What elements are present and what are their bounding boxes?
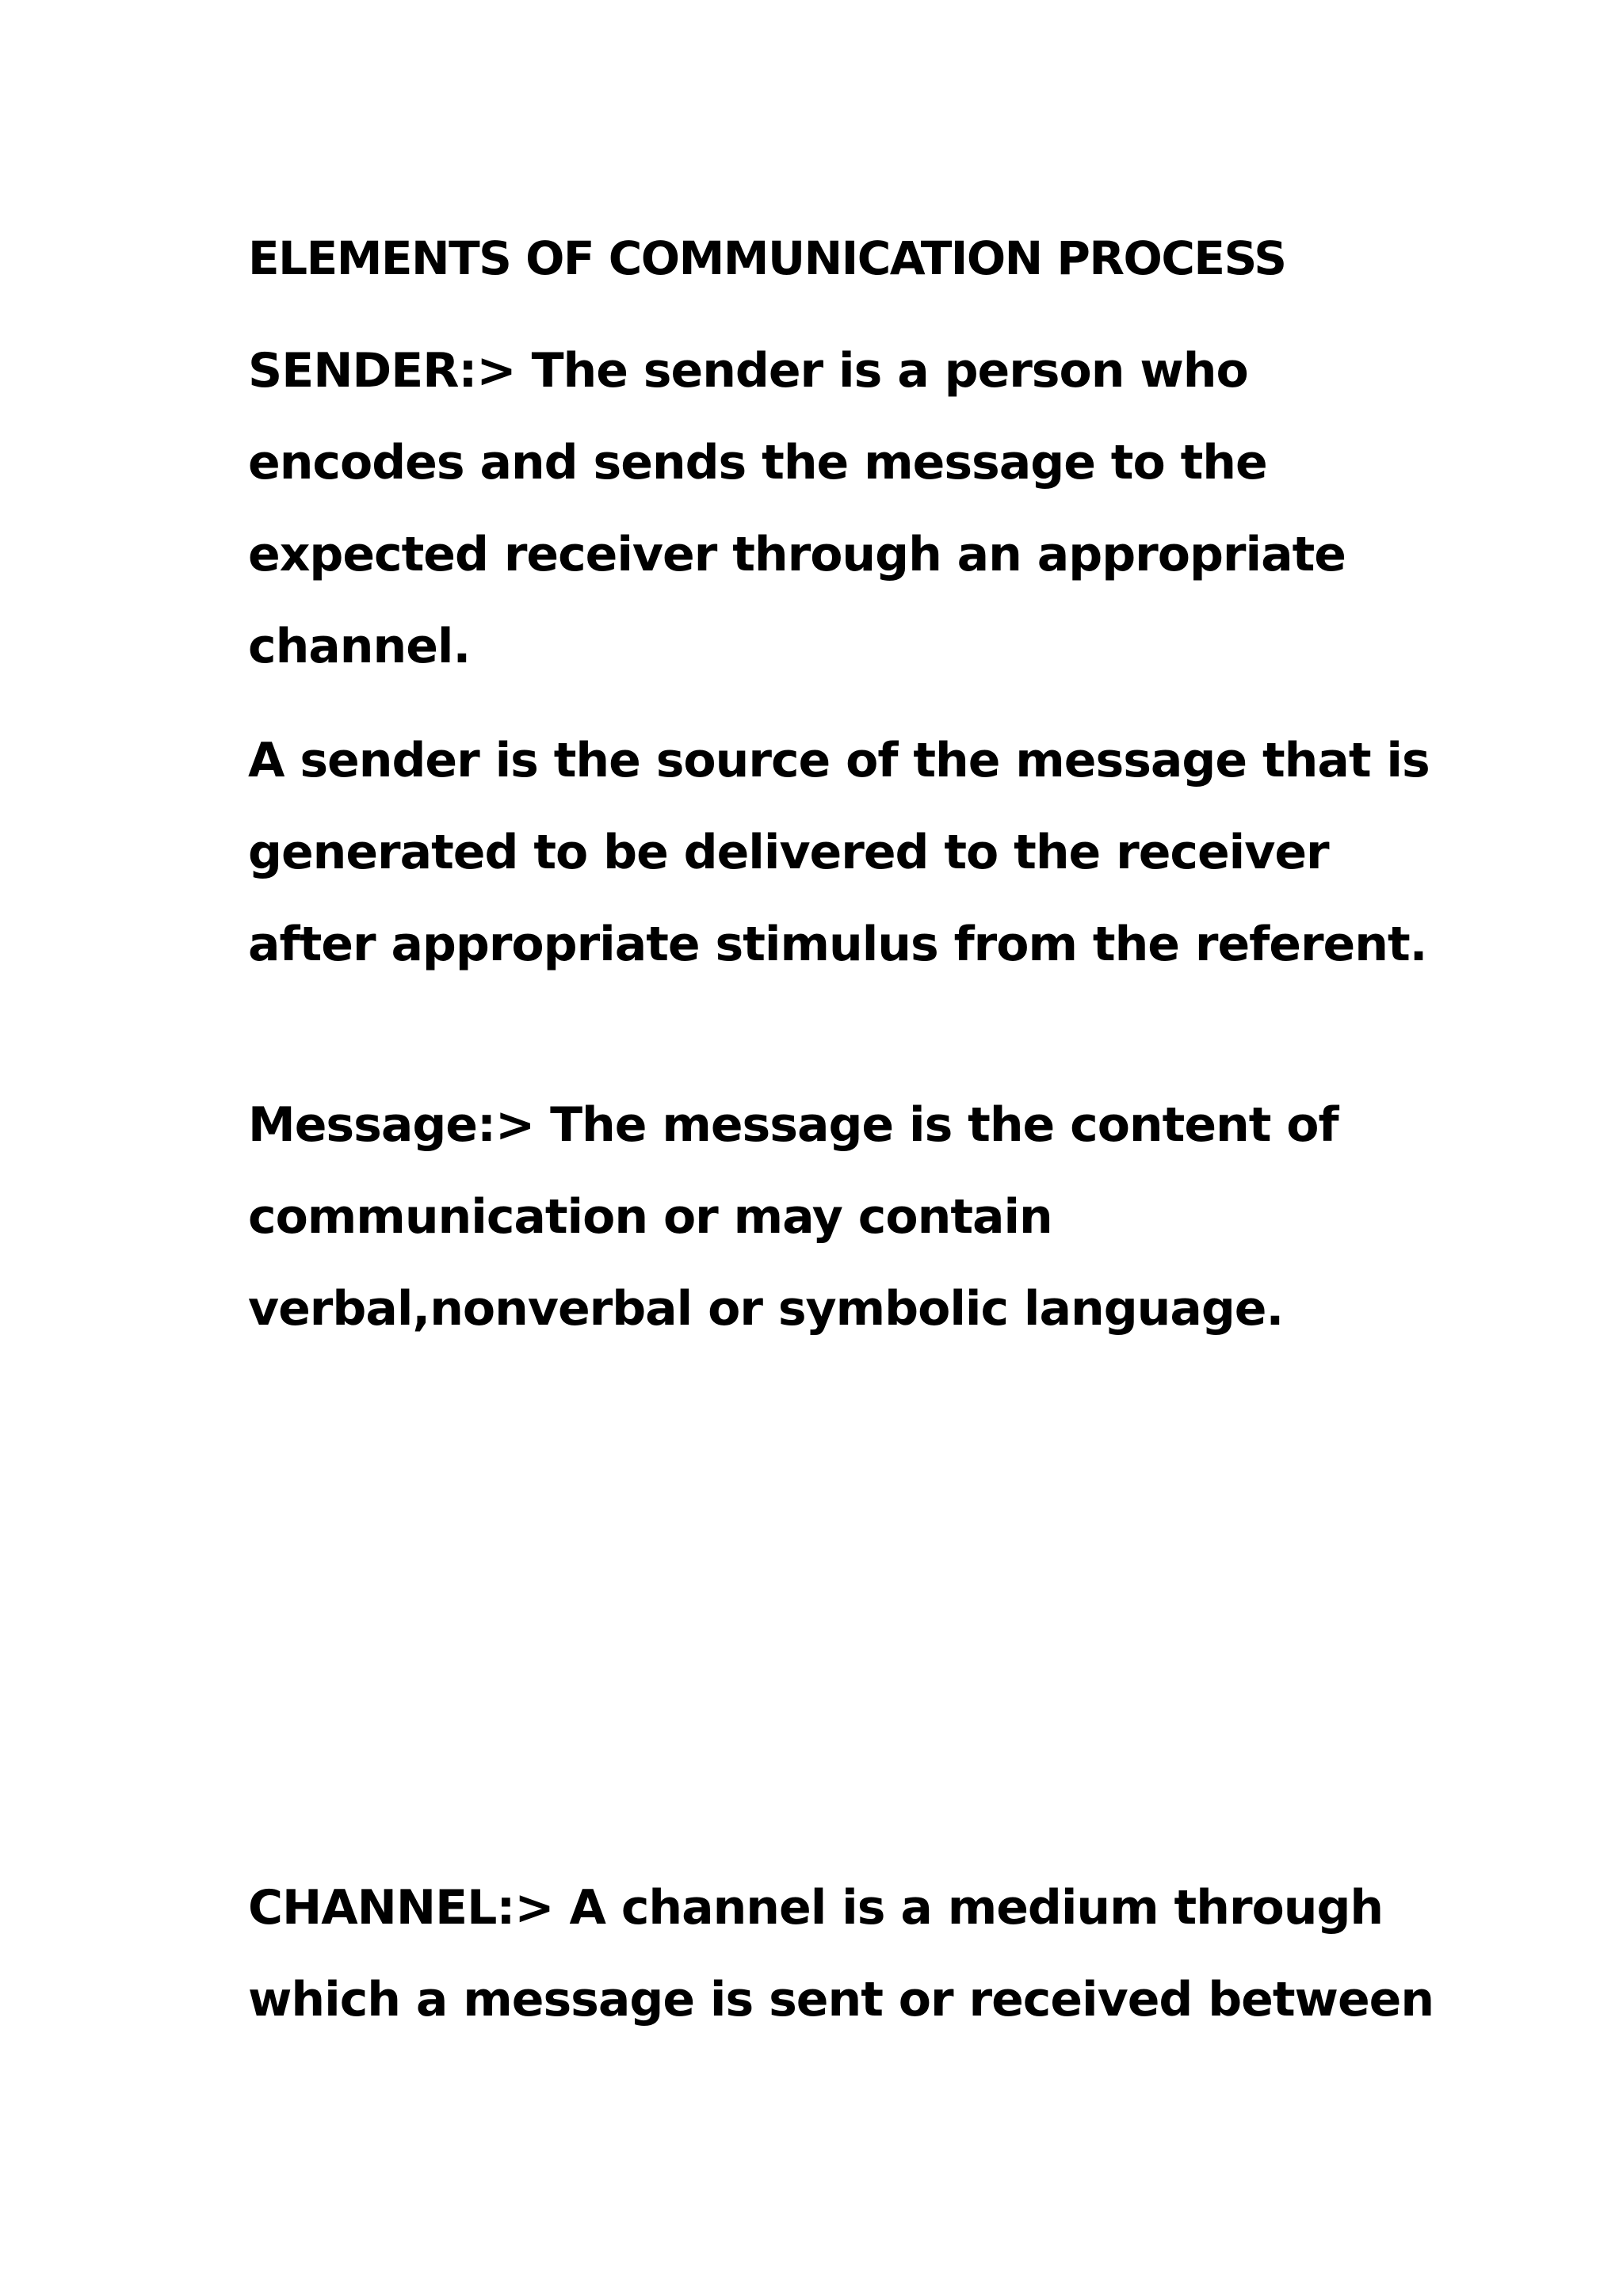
message-definition-line-3: verbal,nonverbal or symbolic language. <box>248 1281 1284 1337</box>
sender-definition-paragraph <box>248 325 1453 692</box>
channel-definition-paragraph <box>248 1862 1453 2046</box>
sender-definition-line-1: SENDER:> The sender is a person who <box>248 343 1248 399</box>
page-title: ELEMENTS OF COMMUNICATION PROCESS <box>248 231 1286 285</box>
sender-source-paragraph <box>248 715 1453 990</box>
sender-definition-line-4: channel. <box>248 619 471 674</box>
sender-source-line-3: after appropriate stimulus from the referent. <box>248 917 1427 972</box>
message-definition-line-2: communication or may contain <box>248 1189 1052 1245</box>
message-definition-line-1: Message:> The message is the content of <box>248 1097 1338 1153</box>
sender-source-line-2: generated to be delivered to the receiver <box>248 825 1329 880</box>
channel-definition-line-2: which a message is sent or received between <box>248 1972 1434 2027</box>
sender-definition-line-3: expected receiver through an appropriate <box>248 527 1346 582</box>
sender-source-line-1: A sender is the source of the message that is <box>248 733 1430 788</box>
message-definition-paragraph <box>248 1079 1453 1355</box>
channel-definition-line-1: CHANNEL:> A channel is a medium through <box>248 1880 1384 1936</box>
sender-definition-line-2: encodes and sends the message to the <box>248 435 1267 490</box>
